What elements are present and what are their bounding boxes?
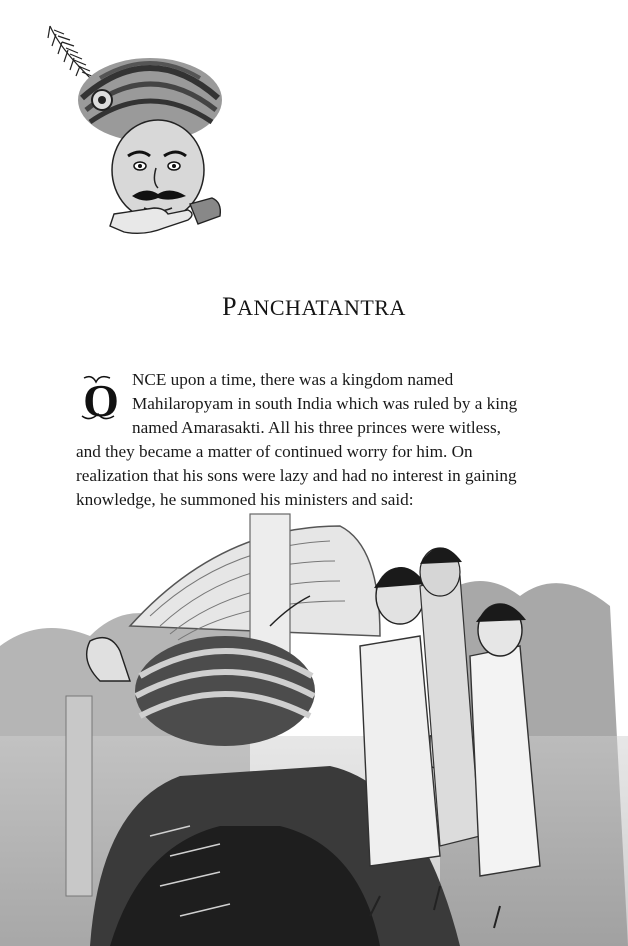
page-title: PANCHATANTRA: [222, 292, 406, 321]
story-line: Mahilaropyam in south India which was ruled by a king: [132, 394, 518, 413]
king-portrait-illustration: [40, 18, 230, 240]
story-line: knowledge, he summoned his ministers and said:: [76, 490, 414, 509]
story-line: named Amarasakti. All his three princes were witless,: [132, 418, 501, 437]
svg-text:O: O: [83, 375, 119, 426]
story-line: realization that his sons were lazy and had no interest in gaining: [76, 466, 517, 485]
story-paragraph: [76, 368, 546, 512]
story-line: NCE upon a time, there was a kingdom named: [132, 370, 454, 389]
story-line: and they became a matter of continued worry for him. On: [76, 442, 473, 461]
drop-cap-ornament: [76, 372, 126, 426]
court-scene-illustration: [0, 506, 628, 946]
